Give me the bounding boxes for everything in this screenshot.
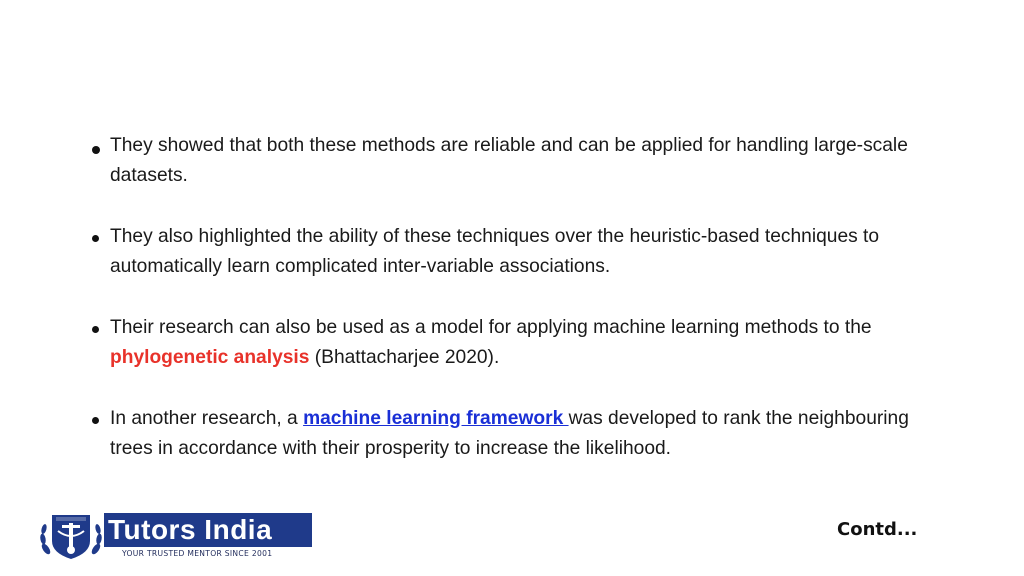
bullet-text: In another research, a — [110, 408, 304, 429]
bullet-dot — [92, 326, 99, 333]
bullet-text: Their research can also be used as a model for applying machine learning methods to the — [110, 317, 872, 338]
bullet-text: was developed to rank the neighbouring trees in accordance with their prosperity to increase the likelihood. — [110, 408, 909, 459]
bullet-text: They also highlighted the ability of these techniques over the heuristic-based techniques to automatically learn complicated inter-variable associations. — [110, 226, 880, 277]
bullet-dot — [92, 146, 100, 154]
contd-label: Contd... — [837, 519, 918, 540]
bullet-item — [88, 222, 948, 282]
bullet-item — [88, 404, 948, 464]
bullet-text: They showed that both these methods are reliable and can be applied for handling large-scale datasets. — [110, 135, 908, 186]
laurel-emblem-icon — [38, 511, 104, 561]
bullet-list — [88, 131, 948, 464]
highlight-phylogenetic-analysis: phylogenetic analysis — [110, 347, 310, 368]
bullet-text: (Bhattacharjee 2020). — [309, 347, 500, 368]
bullet-item — [88, 131, 948, 191]
bullet-dot — [92, 235, 99, 242]
logo-tagline: YOUR TRUSTED MENTOR SINCE 2001 — [122, 549, 273, 558]
bullet-item — [88, 313, 948, 373]
machine-learning-framework-link[interactable]: machine learning framework — [303, 408, 569, 429]
tutors-india-logo — [38, 511, 278, 561]
bullet-dot — [92, 417, 99, 424]
logo-brand-name: Tutors India — [104, 513, 312, 547]
